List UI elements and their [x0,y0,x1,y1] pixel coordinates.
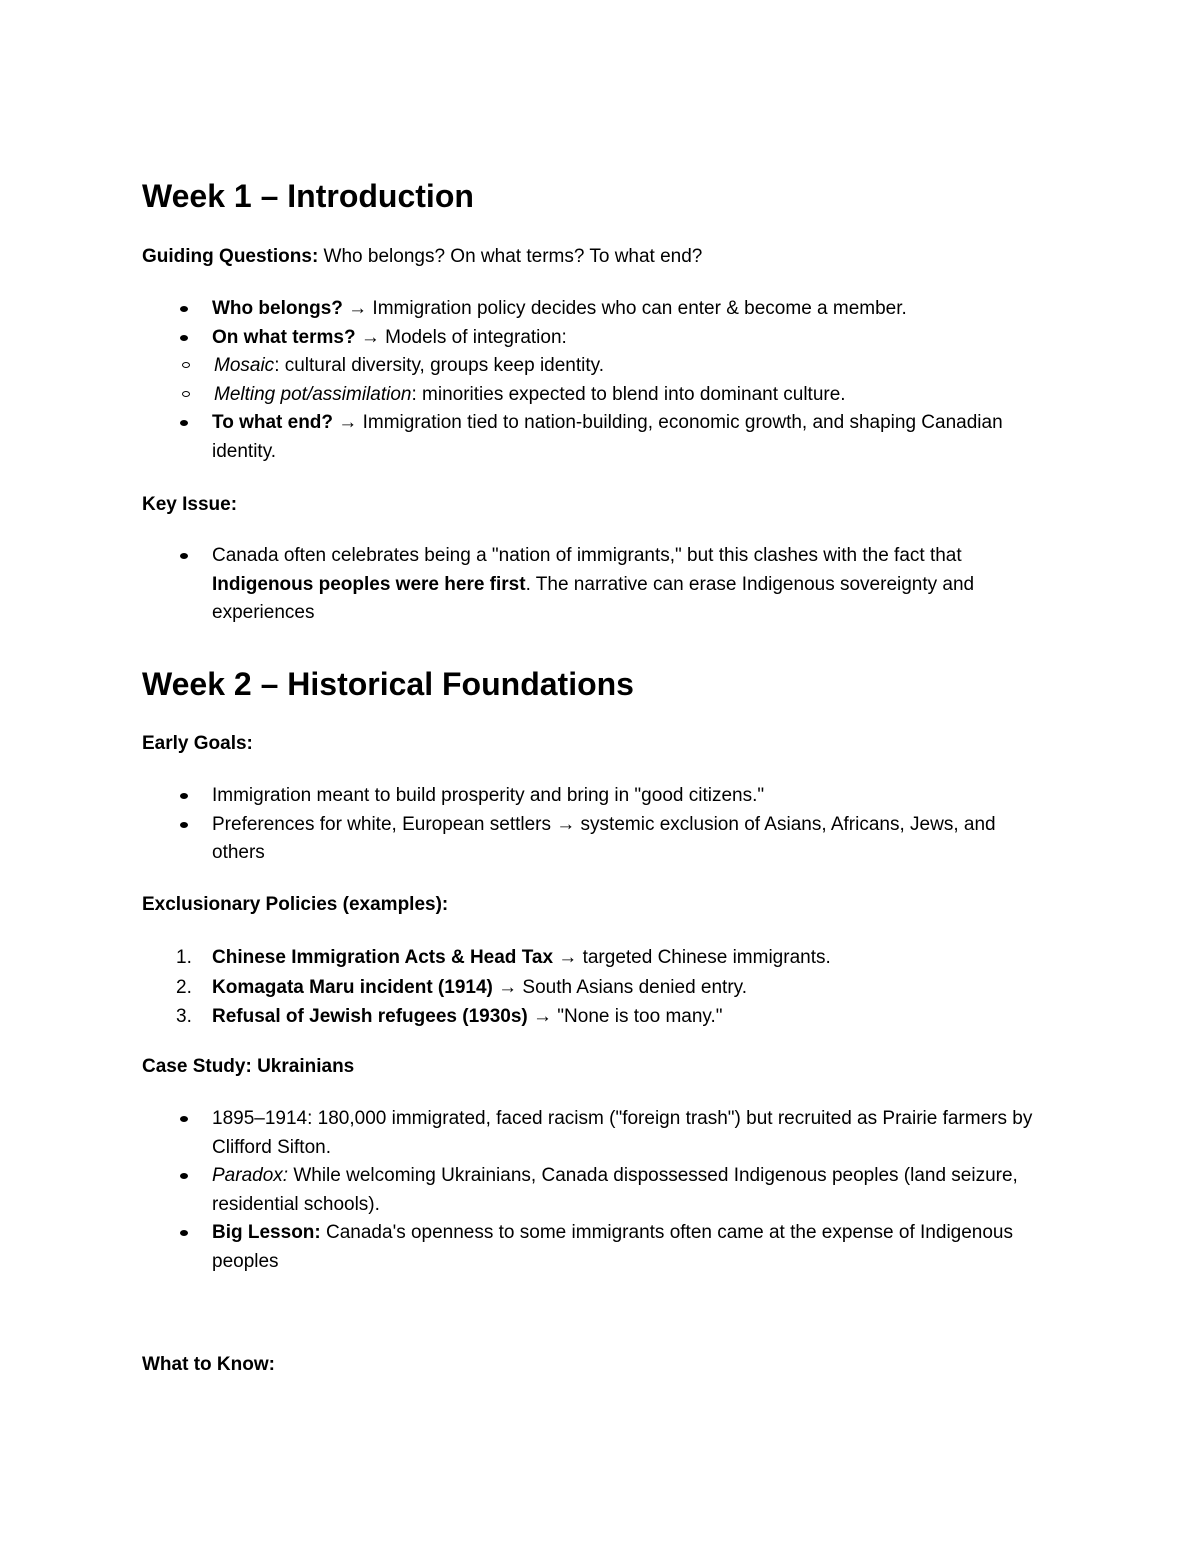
list-item [142,542,1052,628]
item-text: Preferences for white, European settlers → systemic exclusion of Asians, Africans, Jews, and others [212,813,996,864]
hollow-bullet-icon [182,391,190,397]
item-text: While welcoming Ukrainians, Canada dispossessed Indigenous peoples (land seizure, residential schools). [212,1165,1018,1215]
key-issue-label: Key Issue: [142,494,238,515]
list-item [142,943,1052,973]
bullet-icon [180,793,188,799]
item-text: → Models of integration: [355,326,567,348]
sublist-container [142,352,982,409]
exclusionary-policies-label: Exclusionary Policies (examples): [142,894,449,915]
early-goals-label: Early Goals: [142,733,253,754]
integration-models-sublist [142,352,982,409]
guiding-questions-text: Who belongs? On what terms? To what end? [318,246,703,267]
early-goals-list [142,782,1062,868]
bullet-icon [180,335,188,341]
bullet-icon [180,306,188,312]
guiding-questions [142,243,702,271]
case-study-label: Case Study: Ukrainians [142,1056,355,1077]
list-item [142,409,1052,466]
item-italic: Paradox: [212,1165,289,1187]
list-item [142,324,1052,353]
exclusionary-policies-list [142,943,1062,1032]
item-bold: To what end? [212,412,334,434]
case-study-list [142,1105,1062,1277]
bullet-icon [180,1116,188,1122]
bullet-icon [180,1173,188,1179]
list-item [142,1002,1052,1032]
item-bold: Big Lesson: [212,1222,321,1244]
bullet-icon [180,822,188,828]
item-text: → Immigration policy decides who can enter & become a member. [342,298,907,319]
item-italic: Melting pot/assimilation [214,383,412,405]
list-item [142,1219,1052,1276]
week1-heading: Week 1 – Introduction [142,178,474,214]
item-bold: Refusal of Jewish refugees (1930s) [212,1006,528,1027]
bullet-icon [180,1230,188,1236]
item-bold: On what terms? [212,326,356,348]
list-item [142,1162,1052,1219]
item-text: : cultural diversity, groups keep identity. [274,355,605,377]
item-bold: Who belongs? [212,298,343,319]
item-text: 1895–1914: 180,000 immigrated, faced racism ("foreign trash") but recruited as Prairie farmers by Clifford Sifton. [212,1108,1033,1158]
item-text: Canada often celebrates being a "nation of immigrants," but this clashes with the fact that [212,545,962,566]
list-item [142,973,1052,1003]
bullet-icon [180,553,188,559]
list-item [142,352,994,381]
item-bold: Indigenous peoples were here first [212,573,526,595]
item-text: : minorities expected to blend into dominant culture. [411,383,846,405]
list-item [142,1105,1052,1162]
list-item [142,811,1052,868]
list-item [142,381,994,410]
item-text: Canada's openness to some immigrants often came at the expense of Indigenous peoples [212,1222,1014,1272]
item-text: → South Asians denied entry. [492,976,748,998]
item-italic: Mosaic [214,355,275,377]
item-text: . The narrative can erase Indigenous sovereignty and experiences [212,573,975,624]
item-number: 3. [176,1006,192,1027]
guiding-questions-label: Guiding Questions: [142,246,319,267]
item-text: → targeted Chinese immigrants. [553,947,831,968]
item-number: 1. [176,947,192,968]
item-number: 2. [176,976,192,998]
bullet-icon [180,420,188,426]
item-text: → Immigration tied to nation-building, economic growth, and shaping Canadian identity. [212,412,1003,462]
list-item [142,295,1052,324]
key-issue-list [142,542,1062,628]
week1-questions-list [142,295,1062,467]
item-text: Immigration meant to build prosperity and bring in "good citizens." [212,785,765,806]
item-bold: Komagata Maru incident (1914) [212,976,493,998]
list-item [142,782,1052,811]
hollow-bullet-icon [182,362,190,368]
item-text: → "None is too many." [527,1006,723,1027]
what-to-know-label: What to Know: [142,1354,275,1375]
item-bold: Chinese Immigration Acts & Head Tax [212,947,554,968]
week2-heading: Week 2 – Historical Foundations [142,666,634,702]
